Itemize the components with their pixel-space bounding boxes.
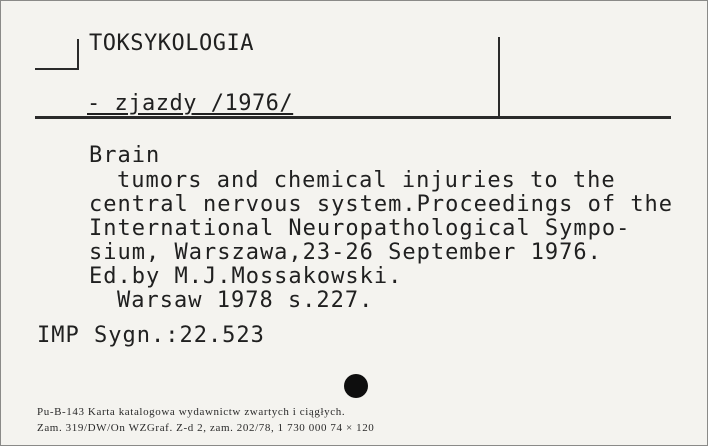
entry-line-3: International Neuropathological Sympo-	[89, 216, 631, 241]
entry-line-5: Ed.by M.J.Mossakowski.	[89, 264, 403, 289]
footer-line-2: Zam. 319/DW/On WZGraf. Z-d 2, zam. 202/78, 1 730 000 74 × 120	[37, 422, 375, 434]
call-number: IMP Sygn.:22.523	[37, 323, 265, 348]
entry-line-4: sium, Warszawa,23-26 September 1976.	[89, 240, 602, 265]
punch-hole	[344, 374, 368, 398]
entry-line-2: central nervous system.Proceedings of the	[89, 192, 674, 217]
footer-line-1: Pu-B-143 Karta katalogowa wydawnictw zwartych i ciągłych.	[37, 406, 346, 418]
entry-heading: Brain	[89, 143, 161, 168]
subheading: - zjazdy /1976/	[87, 91, 294, 116]
header-rule	[35, 116, 671, 119]
subject-heading: TOKSYKOLOGIA	[89, 31, 254, 56]
corner-bracket-vertical	[77, 39, 79, 70]
heading-vertical-divider	[498, 37, 500, 117]
entry-line-6: Warsaw 1978 s.227.	[117, 288, 374, 313]
corner-bracket-horizontal	[35, 68, 79, 70]
entry-line-1: tumors and chemical injuries to the	[117, 168, 616, 193]
